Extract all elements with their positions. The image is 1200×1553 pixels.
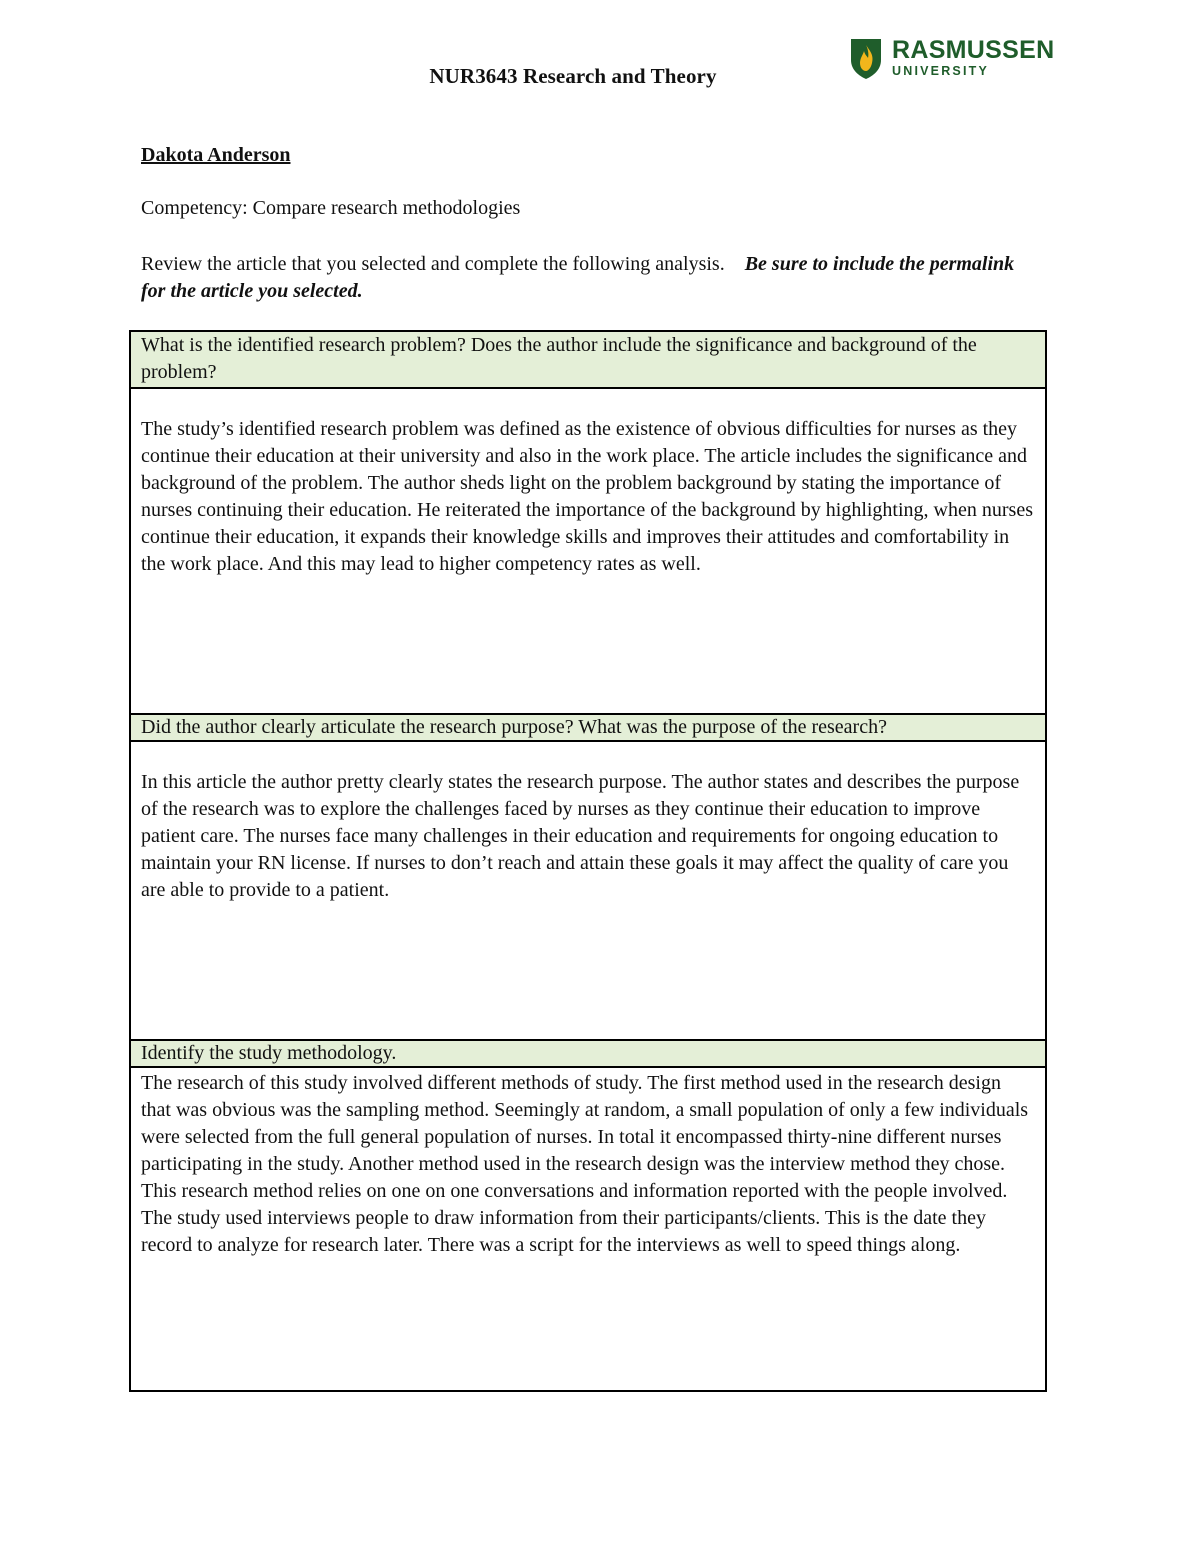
question-study-methodology: Identify the study methodology. [131, 1041, 1045, 1068]
analysis-table [129, 330, 1047, 1392]
question-research-problem: What is the identified research problem? Does the author include the significance and background of the problem? [131, 332, 1045, 389]
instructions [141, 251, 1041, 305]
question-research-purpose: Did the author clearly articulate the research purpose? What was the purpose of the research? [131, 715, 1045, 742]
course-title: NUR3643 Research and Theory [429, 64, 717, 88]
competency-line: Competency: Compare research methodologies [141, 197, 521, 219]
author-name: Dakota Anderson [141, 144, 291, 166]
university-logo [848, 34, 1058, 82]
logo-subtitle: UNIVERSITY [892, 64, 990, 79]
logo-name: RASMUSSEN [892, 36, 1055, 65]
answer-research-problem: The study’s identified research problem was defined as the existence of obvious difficulties for nurses as they continue their education at their university and also in the work place. The article includes the significance and background of the problem. The author sheds light on the problem background by stating the importance of nurses continuing their education. He reiterated the importance of the background by highlighting, when nurses continue their education, it expands their knowledge skills and improves their attitudes and comfortability in the work place. And this may lead to higher competency rates as well. [131, 389, 1045, 715]
shield-flame-icon [848, 36, 884, 80]
answer-study-methodology: The research of this study involved different methods of study. The first method used in the research design that was obvious was the sampling method. Seemingly at random, a small population of only a few individuals were selected from the full general population of nurses. In total it encompassed thirty-nine different nurses participating in the study. Another method used in the research design was the interview method they chose. This research method relies on one on one conversations and information reported with the people involved. The study used interviews people to draw information from their participants/clients. This is the date they record to analyze for research later. There was a script for the interviews as well to speed things along. [141, 1072, 1029, 1256]
instructions-text: Review the article that you selected and complete the following analysis. [141, 253, 725, 275]
instructions-emphasis: Be sure to include the permalink for the article you selected. [141, 253, 1015, 302]
answer-research-purpose: In this article the author pretty clearly states the research purpose. The author states and describes the purpose of the research was to explore the challenges faced by nurses as they continue their education to improve patient care. The nurses face many challenges in their education and requirements for ongoing education to maintain your RN license. If nurses to don’t reach and attain these goals it may affect the quality of care you are able to provide to a patient. [131, 742, 1045, 1041]
